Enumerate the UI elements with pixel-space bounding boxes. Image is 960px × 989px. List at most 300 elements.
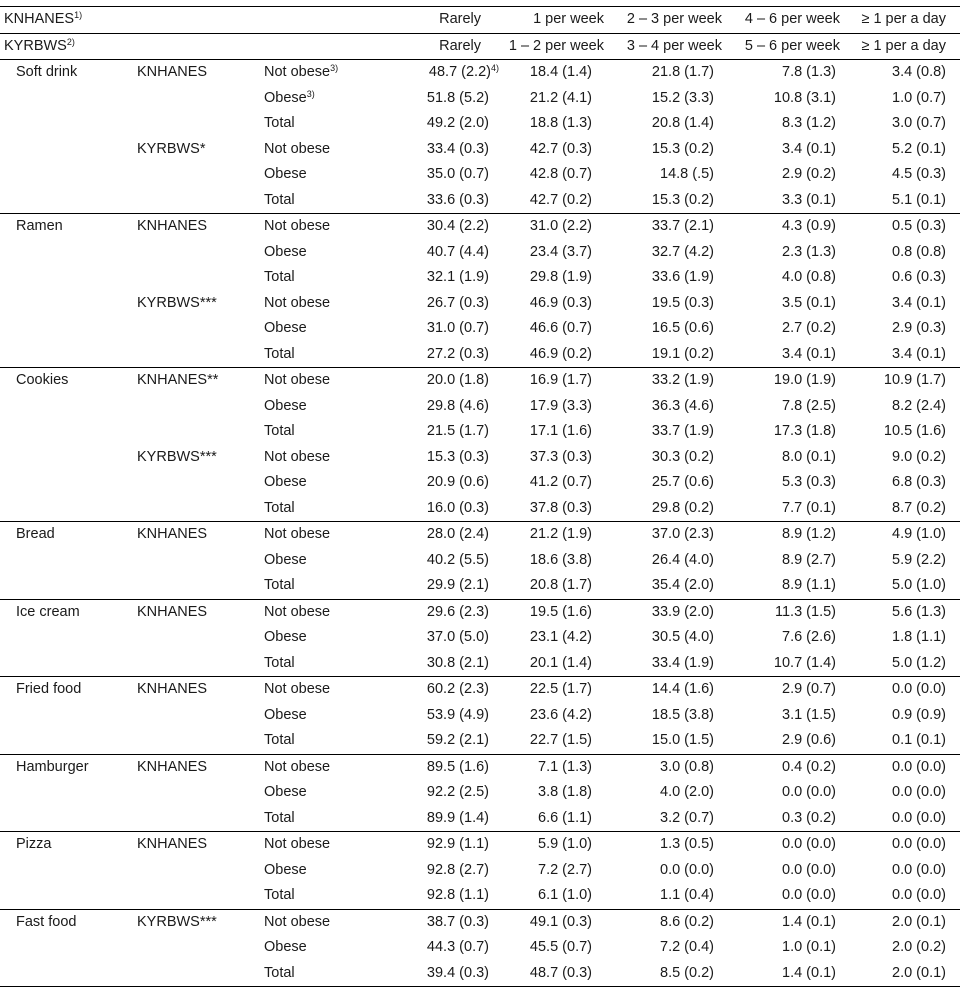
value-cell — [854, 728, 960, 754]
food-cell — [0, 883, 135, 909]
value-cell-text: 0.8 (0.8) — [892, 243, 946, 260]
status-cell-text: Not obese — [264, 448, 331, 465]
value-cell-text: 3.2 (0.7) — [660, 809, 714, 826]
food-cell — [0, 935, 135, 961]
status-cell-text: Not obese — [264, 294, 331, 311]
value-cell — [618, 368, 736, 394]
value-cell-text: 49.1 (0.3) — [529, 913, 592, 930]
value-cell — [854, 677, 960, 703]
status-cell — [263, 883, 383, 909]
value-cell-text: 22.7 (1.5) — [529, 732, 592, 748]
value-cell-text: 33.7 (2.1) — [651, 218, 714, 234]
food-cell — [0, 832, 135, 858]
survey-cell — [135, 470, 263, 496]
value-cell-text: 5.9 (1.0) — [538, 836, 592, 852]
value-cell — [383, 496, 501, 522]
value-cell — [618, 470, 736, 496]
food-cell — [0, 214, 135, 240]
value-cell — [501, 806, 618, 832]
table-row — [0, 265, 960, 291]
table-row — [0, 137, 960, 163]
status-cell-text: Total — [264, 964, 295, 981]
value-cell — [618, 909, 736, 935]
value-cell-text: 20.9 (0.6) — [426, 474, 489, 490]
value-cell-text: 0.4 (0.2) — [782, 758, 836, 775]
value-cell-text: 18.4 (1.4) — [529, 64, 592, 80]
value-cell-text: 7.8 (2.5) — [782, 397, 836, 414]
value-cell — [383, 858, 501, 884]
value-cell-text: 7.1 (1.3) — [538, 758, 592, 775]
food-cell — [0, 470, 135, 496]
value-cell — [854, 780, 960, 806]
value-cell — [618, 445, 736, 471]
value-cell — [736, 832, 854, 858]
value-cell — [618, 316, 736, 342]
value-cell-text: 1.3 (0.5) — [660, 836, 714, 852]
header-col-4: 4 – 6 per week — [736, 7, 854, 34]
value-cell — [618, 188, 736, 214]
value-cell — [736, 342, 854, 368]
value-cell-text: 17.1 (1.6) — [529, 423, 592, 439]
value-cell — [501, 677, 618, 703]
table-row — [0, 703, 960, 729]
table-row — [0, 60, 960, 86]
value-cell-text: 4.9 (1.0) — [892, 526, 946, 542]
value-cell — [383, 162, 501, 188]
value-cell-text: 37.0 (5.0) — [426, 629, 489, 645]
status-cell-text: Obese — [264, 629, 307, 645]
value-cell-text: 19.5 (1.6) — [529, 603, 592, 620]
value-cell-text: 8.3 (1.2) — [782, 115, 836, 131]
value-cell-text: 5.0 (1.0) — [892, 577, 946, 593]
value-cell-text: 89.5 (1.6) — [426, 758, 489, 775]
value-cell — [854, 162, 960, 188]
value-cell — [854, 394, 960, 420]
status-cell-text: Obese — [264, 166, 307, 182]
status-cell-text: Not obese — [264, 372, 331, 388]
value-cell-text: 31.0 (2.2) — [529, 218, 592, 234]
value-cell-text: 0.0 (0.0) — [892, 681, 946, 697]
value-cell-text: 92.8 (2.7) — [426, 861, 489, 878]
value-cell-text: 25.7 (0.6) — [651, 474, 714, 490]
value-cell-text: 8.0 (0.1) — [782, 448, 836, 465]
food-cell — [0, 522, 135, 548]
value-cell-text: 2.9 (0.3) — [892, 320, 946, 336]
status-cell — [263, 419, 383, 445]
footnote-marker: 3) — [330, 63, 339, 73]
value-cell — [854, 806, 960, 832]
value-cell — [854, 470, 960, 496]
value-cell-text: 4.0 (2.0) — [660, 784, 714, 800]
food-cell — [0, 86, 135, 112]
value-cell-text: 0.0 (0.0) — [892, 836, 946, 852]
table-row — [0, 316, 960, 342]
value-cell — [383, 137, 501, 163]
value-cell — [501, 137, 618, 163]
value-cell — [618, 137, 736, 163]
value-cell-text: 20.1 (1.4) — [529, 654, 592, 671]
status-cell — [263, 703, 383, 729]
status-cell — [263, 342, 383, 368]
food-cell — [0, 316, 135, 342]
value-cell-text: 33.6 (1.9) — [651, 269, 714, 285]
value-cell — [501, 60, 618, 86]
value-cell-text: 3.3 (0.1) — [782, 191, 836, 208]
value-cell-text: 9.0 (0.2) — [892, 448, 946, 465]
value-cell — [501, 214, 618, 240]
value-cell — [618, 703, 736, 729]
food-cell — [0, 496, 135, 522]
status-cell-text: Not obese — [264, 526, 331, 542]
status-cell-text: Not obese — [264, 758, 331, 775]
table-row — [0, 599, 960, 625]
survey-cell-text: KNHANES** — [137, 372, 219, 388]
food-cell-text: Soft drink — [16, 64, 78, 80]
value-cell-text: 0.1 (0.1) — [892, 732, 946, 748]
table-row — [0, 832, 960, 858]
value-cell-text: 8.9 (2.7) — [782, 551, 836, 568]
header-label-kyrbws: KYRBWS$^{2)}$ — [0, 33, 383, 60]
value-cell — [618, 86, 736, 112]
value-cell-text: 18.6 (3.8) — [529, 551, 592, 568]
value-cell-text: 29.8 (0.2) — [651, 499, 714, 516]
value-cell — [736, 240, 854, 266]
value-cell — [383, 394, 501, 420]
value-cell-text: 46.9 (0.2) — [529, 345, 592, 362]
value-cell — [383, 240, 501, 266]
value-cell-text: 33.6 (0.3) — [426, 191, 489, 208]
value-cell — [383, 342, 501, 368]
value-cell-text: 42.7 (0.2) — [529, 191, 592, 208]
status-cell-text: Not obese — [264, 836, 331, 852]
status-cell-text: Not obese — [264, 913, 331, 930]
survey-cell — [135, 342, 263, 368]
value-cell-text: 16.0 (0.3) — [426, 499, 489, 516]
status-cell-text: Obese — [264, 320, 307, 336]
value-cell-text: 33.7 (1.9) — [651, 423, 714, 439]
value-cell-text: 5.9 (2.2) — [892, 551, 946, 568]
value-cell — [618, 214, 736, 240]
value-cell-text: 42.7 (0.3) — [529, 140, 592, 157]
value-cell — [383, 60, 501, 86]
value-cell-text: 7.8 (1.3) — [782, 64, 836, 80]
value-cell — [618, 111, 736, 137]
status-cell-text: Total — [264, 732, 295, 748]
value-cell-text: 0.0 (0.0) — [892, 887, 946, 903]
value-cell — [383, 806, 501, 832]
status-cell-text: Not obese — [264, 681, 331, 697]
value-cell-text: 14.8 (.5) — [660, 166, 714, 182]
value-cell-text: 11.3 (1.5) — [775, 603, 836, 620]
value-cell-text: 6.6 (1.1) — [538, 809, 592, 826]
value-cell — [501, 496, 618, 522]
status-cell — [263, 858, 383, 884]
value-cell — [854, 522, 960, 548]
value-cell-text: 46.6 (0.7) — [529, 320, 592, 336]
food-cell-text: Fast food — [16, 913, 77, 930]
table-row — [0, 651, 960, 677]
value-cell — [618, 419, 736, 445]
value-cell — [736, 625, 854, 651]
value-cell-text: 37.8 (0.3) — [529, 499, 592, 516]
value-cell-text: 40.2 (5.5) — [426, 551, 489, 568]
status-cell — [263, 754, 383, 780]
food-cell-text: Bread — [16, 526, 55, 542]
value-cell — [501, 188, 618, 214]
value-cell-text: 19.0 (1.9) — [773, 372, 836, 388]
value-cell — [854, 445, 960, 471]
table-row — [0, 573, 960, 599]
survey-cell — [135, 858, 263, 884]
value-cell-text: 3.4 (0.1) — [892, 294, 946, 311]
value-cell-text: 5.6 (1.3) — [892, 603, 946, 620]
value-cell — [736, 599, 854, 625]
value-cell — [501, 265, 618, 291]
value-cell — [383, 214, 501, 240]
status-cell-text: Obese — [264, 243, 307, 260]
food-cell — [0, 368, 135, 394]
value-cell — [736, 368, 854, 394]
status-cell-text: Total — [264, 654, 295, 671]
value-cell-text: 4.0 (0.8) — [782, 269, 836, 285]
value-cell — [736, 214, 854, 240]
value-cell — [501, 754, 618, 780]
value-cell-text: 10.9 (1.7) — [883, 372, 946, 388]
value-cell — [383, 883, 501, 909]
header-row-kyrbws — [0, 33, 960, 60]
value-cell — [854, 137, 960, 163]
value-cell-text: 3.1 (1.5) — [782, 706, 836, 723]
value-cell — [618, 265, 736, 291]
table-row — [0, 419, 960, 445]
value-cell — [618, 522, 736, 548]
food-cell — [0, 806, 135, 832]
value-cell — [736, 419, 854, 445]
table-row — [0, 522, 960, 548]
value-cell-text: 21.2 (4.1) — [529, 89, 592, 106]
table-row — [0, 496, 960, 522]
survey-cell — [135, 522, 263, 548]
status-cell — [263, 137, 383, 163]
header-col-2: 1 per week — [501, 7, 618, 34]
header-row-knhanes — [0, 7, 960, 34]
value-cell-text: 2.0 (0.1) — [892, 913, 946, 930]
value-cell-text: 44.3 (0.7) — [426, 939, 489, 955]
food-cell — [0, 548, 135, 574]
value-cell — [618, 728, 736, 754]
survey-cell — [135, 445, 263, 471]
value-cell — [383, 368, 501, 394]
survey-cell — [135, 111, 263, 137]
value-cell-text: 0.0 (0.0) — [782, 887, 836, 903]
value-cell — [383, 909, 501, 935]
survey-cell — [135, 935, 263, 961]
value-cell-text: 33.4 (0.3) — [426, 140, 489, 157]
food-cell-text: Pizza — [16, 836, 52, 852]
table-row — [0, 368, 960, 394]
survey-cell — [135, 60, 263, 86]
survey-cell — [135, 625, 263, 651]
value-cell — [501, 832, 618, 858]
status-cell — [263, 651, 383, 677]
value-cell-text: 46.9 (0.3) — [529, 294, 592, 311]
table-row — [0, 754, 960, 780]
value-cell-text: 22.5 (1.7) — [529, 681, 592, 697]
value-cell-text: 10.5 (1.6) — [883, 423, 946, 439]
table-row — [0, 625, 960, 651]
value-cell-text: 15.2 (3.3) — [651, 89, 714, 106]
food-cell — [0, 265, 135, 291]
value-cell — [736, 728, 854, 754]
value-cell-text: 0.0 (0.0) — [892, 809, 946, 826]
food-cell — [0, 291, 135, 317]
food-cell — [0, 599, 135, 625]
table-row — [0, 677, 960, 703]
value-cell — [383, 188, 501, 214]
survey-cell — [135, 909, 263, 935]
value-cell-text: 20.0 (1.8) — [426, 372, 489, 388]
value-cell — [618, 240, 736, 266]
value-cell-text: 0.0 (0.0) — [782, 784, 836, 800]
value-cell — [501, 728, 618, 754]
status-cell — [263, 909, 383, 935]
value-cell-text: 6.1 (1.0) — [538, 887, 592, 903]
value-cell-text: 7.6 (2.6) — [782, 629, 836, 645]
value-cell-text: 8.5 (0.2) — [660, 964, 714, 981]
value-cell — [618, 162, 736, 188]
survey-cell — [135, 677, 263, 703]
table-row — [0, 780, 960, 806]
survey-cell — [135, 780, 263, 806]
value-cell-text: 3.4 (0.8) — [892, 64, 946, 80]
value-cell — [854, 111, 960, 137]
value-cell — [854, 368, 960, 394]
value-cell-text: 20.8 (1.7) — [529, 577, 592, 593]
value-cell — [736, 291, 854, 317]
value-cell — [618, 625, 736, 651]
value-cell — [383, 265, 501, 291]
value-cell — [736, 111, 854, 137]
food-cell — [0, 573, 135, 599]
survey-cell — [135, 137, 263, 163]
value-cell — [383, 780, 501, 806]
food-cell-text: Ramen — [16, 218, 63, 234]
food-cell — [0, 677, 135, 703]
value-cell-text: 2.9 (0.2) — [782, 166, 836, 182]
value-cell-text: 30.5 (4.0) — [651, 629, 714, 645]
value-cell — [501, 573, 618, 599]
status-cell-text: Obese — [264, 784, 307, 800]
table-row — [0, 162, 960, 188]
header-col-4: 5 – 6 per week — [736, 33, 854, 60]
status-cell-text: Total — [264, 809, 295, 826]
value-cell — [383, 832, 501, 858]
value-cell — [383, 677, 501, 703]
status-cell-text: Total — [264, 269, 295, 285]
status-cell — [263, 728, 383, 754]
status-cell-text: Obese — [264, 397, 307, 414]
survey-cell — [135, 291, 263, 317]
status-cell-text: Obese — [264, 551, 307, 568]
table-row — [0, 394, 960, 420]
status-cell — [263, 780, 383, 806]
value-cell — [736, 86, 854, 112]
value-cell — [383, 419, 501, 445]
survey-cell-text: KNHANES — [137, 526, 208, 542]
value-cell — [501, 394, 618, 420]
food-cell-text: Hamburger — [16, 758, 89, 775]
value-cell — [854, 935, 960, 961]
survey-cell — [135, 754, 263, 780]
value-cell-text: 4.5 (0.3) — [892, 166, 946, 182]
survey-cell — [135, 883, 263, 909]
value-cell-text: 2.7 (0.2) — [782, 320, 836, 336]
footnote-marker: 4) — [490, 63, 499, 73]
status-cell-text: Obese — [264, 939, 307, 955]
value-cell-text: 3.4 (0.1) — [782, 140, 836, 157]
value-cell-text: 2.0 (0.1) — [892, 964, 946, 981]
value-cell-text: 5.3 (0.3) — [782, 474, 836, 490]
table-row — [0, 291, 960, 317]
value-cell-text: 7.7 (0.1) — [782, 499, 836, 516]
value-cell — [618, 935, 736, 961]
value-cell — [618, 754, 736, 780]
value-cell-text: 33.4 (1.9) — [651, 654, 714, 671]
value-cell-text: 5.1 (0.1) — [892, 191, 946, 208]
food-cell — [0, 858, 135, 884]
survey-cell-text: KNHANES — [137, 603, 208, 620]
value-cell — [854, 703, 960, 729]
value-cell-text: 33.2 (1.9) — [651, 372, 714, 388]
value-cell-text: 15.0 (1.5) — [651, 732, 714, 748]
status-cell — [263, 522, 383, 548]
value-cell — [736, 60, 854, 86]
value-cell — [501, 858, 618, 884]
value-cell — [618, 573, 736, 599]
value-cell-text: 35.4 (2.0) — [651, 577, 714, 593]
value-cell — [501, 548, 618, 574]
value-cell-text: 3.0 (0.7) — [892, 115, 946, 131]
value-cell — [736, 883, 854, 909]
value-cell — [501, 651, 618, 677]
value-cell — [618, 883, 736, 909]
value-cell — [501, 419, 618, 445]
status-cell — [263, 111, 383, 137]
survey-cell-text: KYRBWS*** — [137, 294, 217, 311]
value-cell — [501, 368, 618, 394]
survey-cell — [135, 832, 263, 858]
value-cell — [854, 754, 960, 780]
food-cell — [0, 651, 135, 677]
value-cell-text: 20.8 (1.4) — [651, 115, 714, 131]
value-cell — [501, 86, 618, 112]
value-cell — [383, 522, 501, 548]
status-cell — [263, 214, 383, 240]
value-cell — [736, 703, 854, 729]
value-cell-text: 19.1 (0.2) — [651, 345, 714, 362]
table-row — [0, 445, 960, 471]
survey-cell-text: KNHANES — [137, 218, 208, 234]
value-cell — [501, 470, 618, 496]
value-cell — [854, 86, 960, 112]
value-cell-text: 39.4 (0.3) — [426, 964, 489, 981]
value-cell-text: 23.1 (4.2) — [529, 629, 592, 645]
value-cell — [383, 703, 501, 729]
value-cell — [501, 240, 618, 266]
value-cell-text: 0.0 (0.0) — [892, 784, 946, 800]
value-cell — [736, 188, 854, 214]
value-cell — [854, 625, 960, 651]
